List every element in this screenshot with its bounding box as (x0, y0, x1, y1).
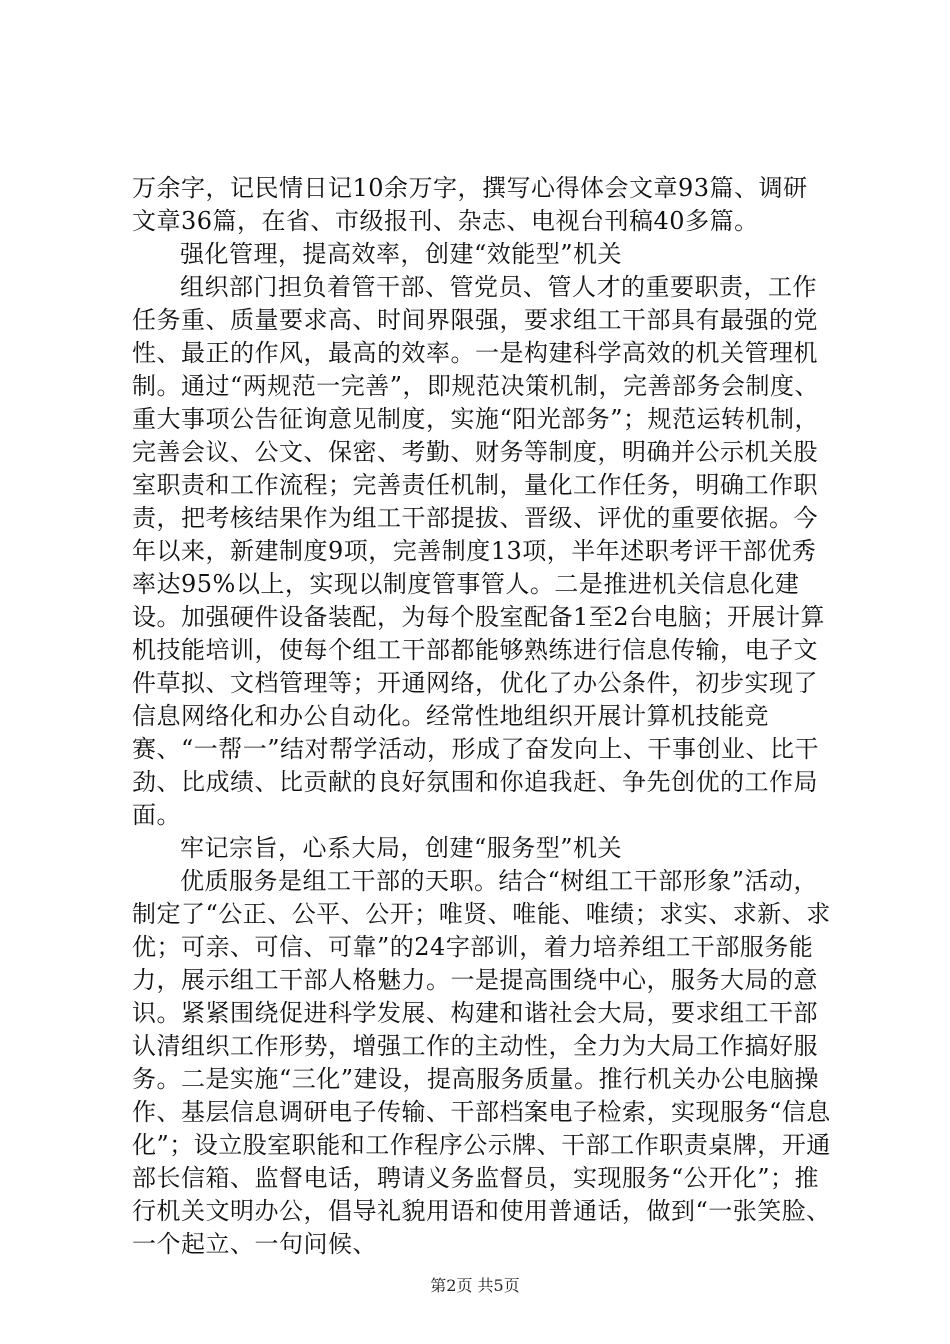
page-footer: 第2页 共5页 (430, 1276, 520, 1295)
section-heading-service: 牢记宗旨，心系大局，创建“服务型”机关 (180, 834, 623, 862)
document-body (132, 172, 832, 1261)
section-heading-efficiency: 强化管理，提高效率，创建“效能型”机关 (180, 240, 623, 268)
paragraph-service: 优质服务是组工干部的天职。结合“树组工干部形象”活动，制定了“公正、公平、公开；唯贤、唯能、唯绩；求实、求新、求优；可亲、可信、可靠”的24字部训，着力培养组工干部服务能力，展示组工干部人格魅力。一是提高围绕中心，服务大局的意识。紧紧围绕促进科学发展、构建和谐社会大局，要求组工干部认清组织工作形势，增强工作的主动性，全力为大局工作搞好服务。二是实施“三化”建设，提高服务质量。推行机关办公电脑操作、基层信息调研电子传输、干部档案电子检索，实现服务“信息化”；设立股室职能和工作程序公示牌、干部工作职责桌牌，开通部长信箱、监督电话，聘请义务监督员，实现服务“公开化”；推行机关文明办公，倡导礼貌用语和使用普通话，做到“一张笑脸、一个起立、一句问候、 (132, 867, 831, 1258)
paragraph-continuation: 万余字，记民情日记10余万字，撰写心得体会文章93篇、调研文章36篇，在省、市级报刊、杂志、电视台刊稿40多篇。 (132, 174, 808, 235)
paragraph-efficiency: 组织部门担负着管干部、管党员、管人才的重要职责，工作任务重、质量要求高、时间界限强，要求组工干部具有最强的党性、最正的作风，最高的效率。一是构建科学高效的机关管理机制。通过“两规范一完善”，即规范决策机制，完善部务会制度、重大事项公告征询意见制度，实施“阳光部务”；规范运转机制，完善会议、公文、保密、考勤、财务等制度，明确并公示机关股室职责和工作流程；完善责任机制，量化工作任务，明确工作职责，把考核结果作为组工干部提拔、晋级、评优的重要依据。今年以来，新建制度9项，完善制度13项，半年述职考评干部优秀率达95%以上，实现以制度管事管人。二是推进机关信息化建设。加强硬件设备装配，为每个股室配备1至2台电脑；开展计算机技能培训，使每个组工干部都能够熟练进行信息传输，电子文件草拟、文档管理等；开通网络，优化了办公条件，初步实现了信息网络化和办公自动化。经常性地组织开展计算机技能竞赛、“一帮一”结对帮学活动，形成了奋发向上、干事创业、比干劲、比成绩、比贡献的良好氛围和你追我赶、争先创优的工作局面。 (132, 273, 826, 829)
